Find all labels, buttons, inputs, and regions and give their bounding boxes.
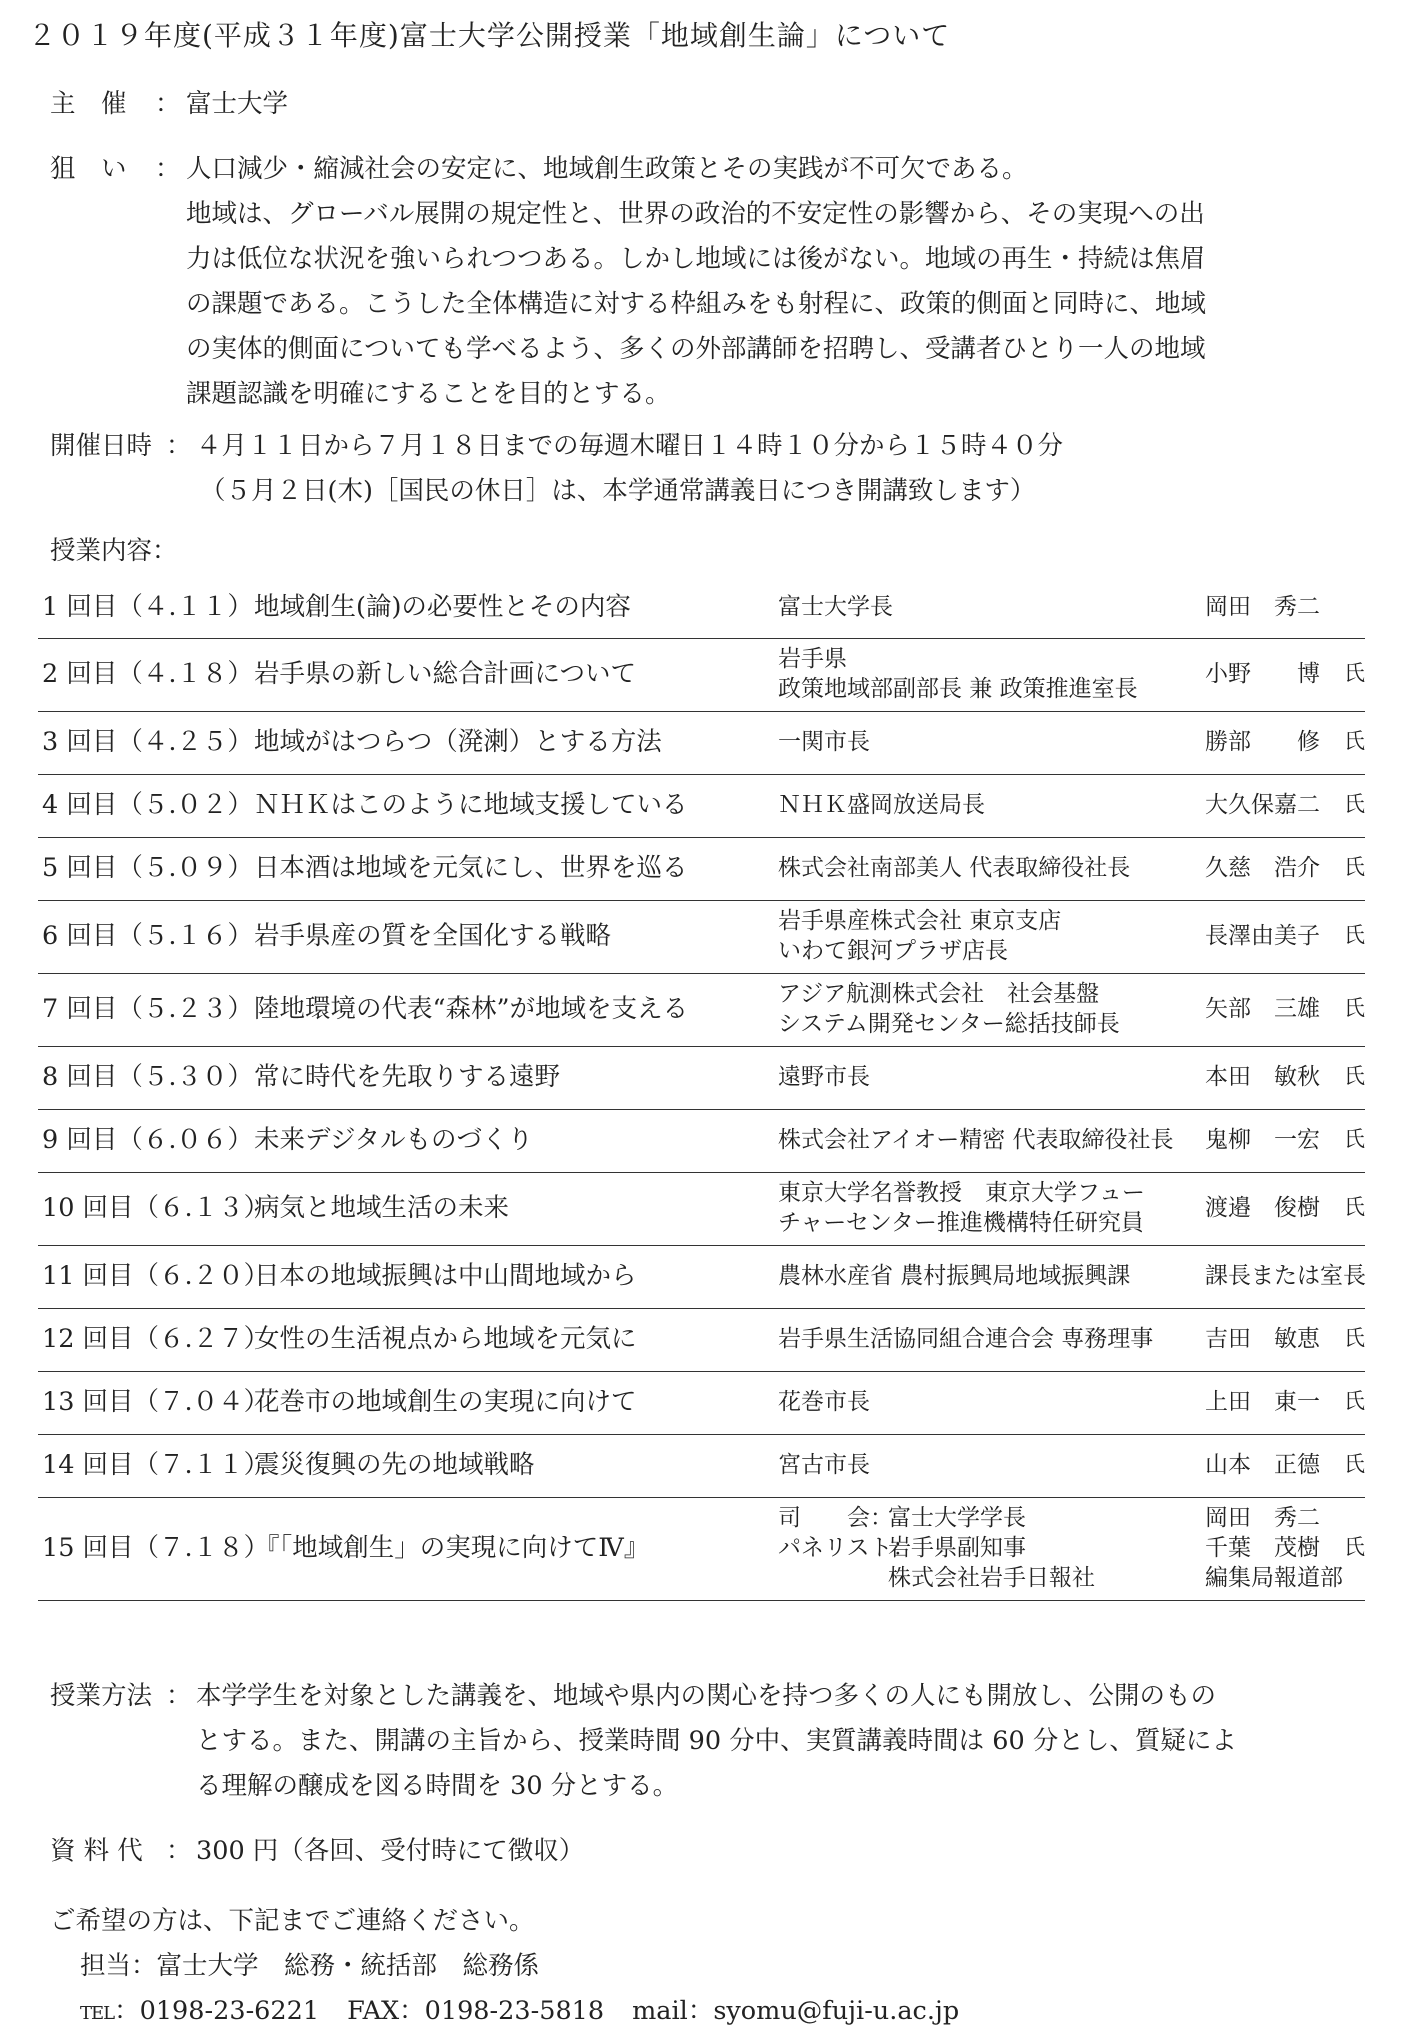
lecture-organization [778, 974, 1238, 1046]
lecture-number: 9 回目（６.０６） [42, 1125, 253, 1156]
lecture-row [38, 1246, 1365, 1309]
lectures-label: 授業内容： [50, 536, 178, 566]
speaker-line [1205, 1126, 1365, 1156]
organization-line: 遠野市長 [778, 1064, 870, 1091]
lecture-speaker [1205, 1309, 1365, 1371]
organization-line: ＮＨＫ盛岡放送局長 [778, 792, 985, 819]
honorific: 氏 [1344, 923, 1365, 948]
organization-role [778, 1564, 888, 1594]
speaker-line [1205, 660, 1365, 690]
aim-line-4: の課題である。こうした全体構造に対する枠組みをも射程に、政策的側面と同時に、地域 [186, 289, 1207, 319]
organizer-colon: ： [155, 89, 181, 119]
lecture-speaker [1205, 775, 1365, 837]
lecture-row [38, 901, 1365, 974]
lecture-topic: 日本酒は地域を元気にし、世界を巡る [254, 853, 688, 884]
lecture-organization [778, 1047, 1238, 1109]
honorific: 氏 [1344, 1064, 1365, 1089]
aim-colon: ： [155, 154, 181, 184]
lecture-number: 4 回目（５.０２） [42, 790, 253, 821]
lecture-topic: 岩手県の新しい総合計画について [254, 659, 636, 690]
lecture-number: 5 回目（５.０９） [42, 853, 253, 884]
lecture-number: 8 回目（５.３０） [42, 1062, 253, 1093]
lecture-speaker [1205, 1246, 1365, 1308]
honorific: 氏 [1344, 855, 1365, 880]
lecture-row [38, 639, 1365, 712]
honorific: 氏 [1344, 1127, 1365, 1152]
lecture-speaker [1205, 639, 1365, 711]
lecture-row [38, 775, 1365, 838]
aim-line-6: 課題認識を明確にすることを目的とする。 [186, 379, 671, 409]
organizer-value: 富士大学 [186, 89, 289, 119]
method-line-1: 本学学生を対象とした講義を、地域や県内の関心を持つ多くの人にも開放し、公開のもの [196, 1681, 1217, 1711]
lecture-speaker [1205, 974, 1365, 1046]
organization-line: 岩手県 [778, 646, 847, 673]
speaker-name: 吉田 敏恵 [1205, 1326, 1320, 1353]
speaker-name: 上田 東一 [1205, 1389, 1320, 1416]
organization-line [778, 1504, 1238, 1534]
lecture-number: 2 回目（４.１８） [42, 659, 253, 690]
lecture-row [38, 1309, 1365, 1372]
aim-line-2: 地域は、グローバル展開の規定性と、世界の政治的不安定性の影響から、その実現への出 [186, 199, 1205, 229]
contact-line [80, 1995, 959, 2028]
schedule-line-2: （５月２日(木)［国民の休日］は、本学通常講義日につき開講致します） [200, 476, 1036, 506]
lecture-topic: 日本の地域振興は中山間地域から [254, 1261, 637, 1292]
lecture-speaker [1205, 1435, 1365, 1497]
lecture-topic: 岩手県産の質を全国化する戦略 [254, 921, 612, 952]
speaker-line [1205, 791, 1365, 821]
lecture-speaker [1205, 901, 1365, 973]
lecture-number: 12 回目（６.２７） [42, 1324, 270, 1355]
lecture-row [38, 1110, 1365, 1173]
schedule-colon: ： [166, 431, 192, 461]
organization-role: パネリスト： [778, 1535, 916, 1562]
honorific: 氏 [1344, 1326, 1365, 1351]
speaker-name: 渡邉 俊樹 [1205, 1195, 1320, 1222]
lecture-organization [778, 775, 1238, 837]
speaker-line [1205, 1262, 1365, 1292]
organization-line [778, 1564, 1238, 1594]
fee-label: 資 料 代 [50, 1836, 143, 1866]
organization-line: チャーセンター推進機構特任研究員 [778, 1210, 1144, 1236]
organization-line: 花巻市長 [778, 1389, 870, 1416]
lecture-topic: 陸地環境の代表“森林”が地域を支える [254, 994, 689, 1025]
lecture-speaker [1205, 1498, 1365, 1600]
lecture-speaker [1205, 1173, 1365, 1245]
speaker-line [1205, 1451, 1365, 1481]
lecture-topic: 地域がはつらつ（溌溂）とする方法 [254, 727, 662, 758]
method-colon: ： [166, 1681, 192, 1711]
lecture-row [38, 1435, 1365, 1498]
organization-role: 司 会： [778, 1505, 893, 1532]
speaker-line [1205, 1194, 1365, 1224]
organizer-label: 主 催 [50, 89, 127, 119]
lecture-number: 13 回目（７.０４） [42, 1387, 270, 1418]
speaker-line [1205, 1388, 1365, 1418]
lecture-row [38, 1372, 1365, 1435]
speaker-line [1205, 854, 1365, 884]
organization-line: 岩手県生活協同組合連合会 専務理事 [778, 1326, 1154, 1353]
lecture-speaker [1205, 712, 1365, 774]
lecture-organization [778, 1110, 1238, 1172]
contact-person: 担当：富士大学 総務・統括部 総務係 [80, 1951, 540, 1981]
lecture-topic: 常に時代を先取りする遠野 [254, 1062, 561, 1093]
aim-line-5: の実体的側面についても学べるよう、多くの外部講師を招聘し、受講者ひとり一人の地域 [186, 334, 1206, 364]
honorific: 氏 [1344, 996, 1365, 1021]
lecture-row [38, 974, 1365, 1047]
speaker-name: 岡田 秀二 [1205, 1505, 1320, 1532]
lecture-topic: 花巻市の地域創生の実現に向けて [254, 1387, 637, 1418]
speaker-line [1205, 1534, 1365, 1564]
contact-tel: ：0198-23-6221 [114, 1996, 320, 2026]
speaker-name: 小野 博 [1205, 661, 1320, 688]
lecture-organization [778, 1173, 1238, 1245]
lecture-topic: ＮＨＫはこのように地域支援している [254, 790, 688, 821]
honorific: 氏 [1344, 1389, 1365, 1414]
lecture-speaker [1205, 578, 1365, 638]
organization-line: アジア航測株式会社 社会基盤 [778, 981, 1100, 1008]
speaker-name: 岡田 秀二 [1205, 594, 1320, 621]
speaker-line [1205, 922, 1365, 952]
lecture-organization [778, 578, 1238, 638]
honorific: 氏 [1344, 1195, 1365, 1220]
lecture-row [38, 712, 1365, 775]
aim-line-3: 力は低位な状況を強いられつつある。しかし地域には後がない。地域の再生・持続は焦眉 [186, 244, 1206, 274]
fee-colon: ： [166, 1836, 192, 1866]
honorific: 氏 [1344, 792, 1365, 817]
method-line-3: る理解の醸成を図る時間を 30 分とする。 [196, 1771, 679, 1801]
lecture-number: 10 回目（６.１３） [42, 1193, 270, 1224]
aim-label: 狙 い [50, 154, 127, 184]
document-title: ２０１９年度(平成３１年度)富士大学公開授業「地域創生論」について [28, 19, 951, 52]
lecture-organization [778, 901, 1238, 973]
organization-name: 岩手県副知事 [888, 1535, 1026, 1562]
schedule-line-1: ４月１１日から７月１８日までの毎週木曜日１４時１０分から１５時４０分 [196, 431, 1064, 461]
speaker-name: 本田 敏秋 [1205, 1064, 1320, 1091]
lecture-topic: 地域創生(論)の必要性とその内容 [254, 592, 631, 623]
speaker-name: 山本 正德 [1205, 1452, 1320, 1479]
speaker-name: 長澤由美子 [1205, 923, 1320, 950]
lecture-organization [778, 838, 1238, 900]
lecture-number: 14 回目（７.１１） [42, 1450, 270, 1481]
speaker-line [1205, 1504, 1365, 1534]
speaker-line [1205, 1325, 1365, 1355]
organization-name: 富士大学学長 [888, 1505, 1026, 1532]
lecture-speaker [1205, 1047, 1365, 1109]
lecture-number: 3 回目（４.２５） [42, 727, 253, 758]
organization-name: 株式会社岩手日報社 [888, 1564, 1095, 1591]
organization-line: 政策地域部副部長 兼 政策推進室長 [778, 676, 1138, 702]
speaker-name: 千葉 茂樹 [1205, 1535, 1320, 1562]
contact-mail[interactable]: mail：syomu@fuji-u.ac.jp [632, 1996, 960, 2026]
speaker-line [1205, 728, 1365, 758]
speaker-name: 久慈 浩介 [1205, 855, 1320, 882]
speaker-line [1205, 593, 1365, 623]
organization-line: 岩手県産株式会社 東京支店 [778, 908, 1062, 935]
lecture-organization [778, 1435, 1238, 1497]
schedule-label: 開催日時 [50, 431, 153, 461]
lecture-organization [778, 1246, 1238, 1308]
lecture-organization [778, 1498, 1238, 1600]
lecture-organization [778, 712, 1238, 774]
lecture-topic: 未来デジタルものづくり [254, 1125, 533, 1156]
lecture-table [38, 578, 1365, 1601]
honorific: 氏 [1344, 1452, 1365, 1477]
lecture-number: 1 回目（４.１１） [42, 592, 253, 623]
lecture-row [38, 1173, 1365, 1246]
lecture-row [38, 1047, 1365, 1110]
organization-line: 株式会社南部美人 代表取締役社長 [778, 855, 1131, 882]
lecture-speaker [1205, 1110, 1365, 1172]
lecture-organization [778, 639, 1238, 711]
lecture-row [38, 838, 1365, 901]
lecture-organization [778, 1309, 1238, 1371]
organization-line [778, 1534, 1238, 1564]
speaker-name: 編集局報道部 [1205, 1564, 1343, 1591]
speaker-name: 課長または室長 [1205, 1263, 1366, 1290]
honorific: 氏 [1344, 729, 1365, 754]
aim-line-1: 人口減少・縮減社会の安定に、地域創生政策とその実践が不可欠である。 [186, 154, 1028, 184]
contact-intro: ご希望の方は、下記までご連絡ください。 [50, 1906, 535, 1936]
organization-line: 宮古市長 [778, 1452, 870, 1479]
organization-line: いわて銀河プラザ店長 [778, 938, 1008, 964]
lecture-number: 15 回目（７.１８） [42, 1533, 270, 1564]
speaker-line [1205, 995, 1365, 1025]
speaker-name: 鬼柳 一宏 [1205, 1127, 1320, 1154]
lecture-row [38, 1498, 1365, 1601]
organization-line: 株式会社アイオー精密 代表取締役社長 [778, 1127, 1174, 1154]
method-line-2: とする。また、開講の主旨から、授業時間 90 分中、実質講義時間は 60 分とし、質疑によ [196, 1726, 1237, 1756]
lecture-organization [778, 1372, 1238, 1434]
organization-line: システム開発センター総括技師長 [778, 1011, 1120, 1037]
contact-fax: FAX：0198-23-5818 [347, 1996, 605, 2026]
fee-value: 300 円（各回、受付時にて徴収） [196, 1836, 585, 1866]
lecture-topic: 病気と地域生活の未来 [254, 1193, 510, 1224]
organization-line: 富士大学長 [778, 594, 893, 621]
lecture-speaker [1205, 1372, 1365, 1434]
telephone-icon: TEL [80, 2003, 115, 2024]
lecture-number: 11 回目（６.２０） [42, 1261, 270, 1292]
lecture-number: 7 回目（５.２３） [42, 994, 253, 1025]
organization-line: 東京大学名誉教授 東京大学フュー [778, 1180, 1145, 1207]
honorific: 氏 [1344, 661, 1365, 686]
lecture-row [38, 578, 1365, 639]
organization-line: 農林水産省 農村振興局地域振興課 [778, 1263, 1131, 1290]
lecture-topic: 震災復興の先の地域戦略 [254, 1450, 535, 1481]
honorific: 氏 [1344, 1535, 1365, 1560]
organization-line: 一関市長 [778, 729, 870, 756]
method-label: 授業方法 [50, 1681, 153, 1711]
speaker-name: 矢部 三雄 [1205, 996, 1320, 1023]
lecture-number: 6 回目（５.１６） [42, 921, 253, 952]
lecture-topic: 『「地域創生」の実現に向けてⅣ』 [254, 1533, 650, 1564]
speaker-line [1205, 1063, 1365, 1093]
speaker-line [1205, 1564, 1365, 1594]
speaker-name: 大久保嘉二 [1205, 792, 1320, 819]
lecture-speaker [1205, 838, 1365, 900]
speaker-name: 勝部 修 [1205, 729, 1320, 756]
lecture-topic: 女性の生活視点から地域を元気に [254, 1324, 637, 1355]
